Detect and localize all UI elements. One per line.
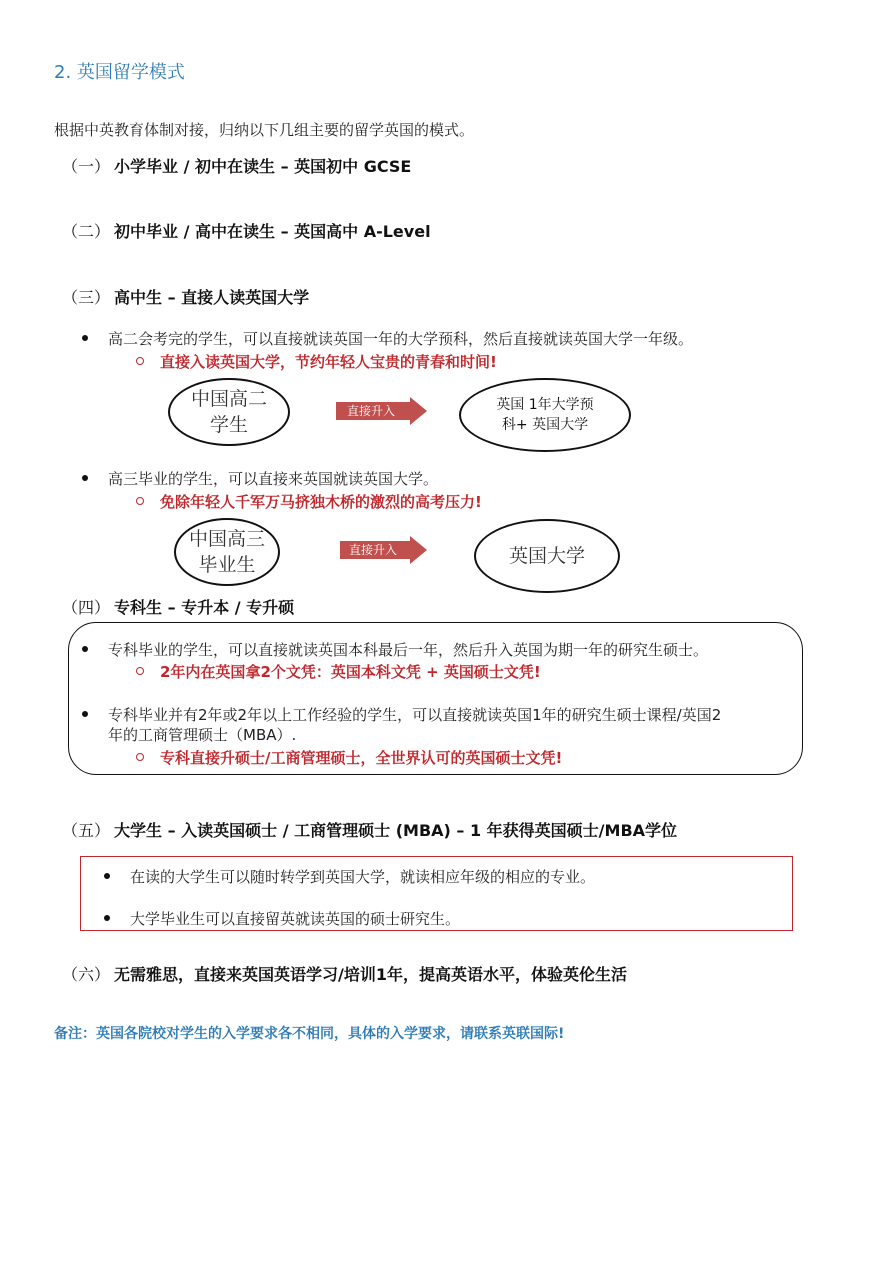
list-item (82, 639, 708, 660)
emphasis-text: 2年内在英国拿2个文凭：英国本科文凭 + 英国硕士文凭! (160, 663, 541, 681)
list-item (82, 468, 438, 489)
section-number: （四） (62, 598, 111, 617)
list-item (82, 704, 721, 725)
bullet-icon (104, 873, 110, 879)
list-item-text: 专科毕业并有2年或2年以上工作经验的学生，可以直接就读英国1年的研究生硕士课程/英国2 (108, 706, 722, 724)
section-1-heading (62, 154, 411, 177)
emphasis-text: 免除年轻人千军万马挤独木桥的激烈的高考压力! (160, 493, 482, 511)
section-number: （二） (62, 222, 111, 241)
diagram-node-gaoer (168, 378, 290, 446)
section-number: （一） (62, 157, 111, 176)
circle-bullet-icon (136, 357, 144, 365)
bullet-icon (104, 915, 110, 921)
list-item (104, 866, 595, 887)
list-item (104, 908, 460, 929)
section-2-heading (62, 219, 431, 242)
section-number: （三） (62, 288, 111, 307)
list-item-text: 高三毕业的学生，可以直接来英国就读英国大学。 (108, 470, 439, 488)
intro-text: 根据中英教育体制对接，归纳以下几组主要的留学英国的模式。 (54, 121, 475, 139)
node-label-line: 毕业生 (198, 554, 256, 576)
section-6-heading (62, 962, 627, 985)
emphasis-item (136, 351, 497, 372)
section-text: 专科生 – 专升本 / 专升硕 (114, 598, 295, 617)
diagram-node-gaosan (174, 518, 280, 586)
section-text: 初中毕业 / 高中在读生 – 英国高中 A-Level (114, 222, 431, 241)
node-label-line: 中国高三 (188, 528, 265, 550)
section-text: 无需雅思，直接来英国英语学习/培训1年，提高英语水平，体验英伦生活 (114, 965, 627, 984)
emphasis-text: 直接入读英国大学，节约年轻人宝贵的青春和时间! (160, 353, 497, 371)
diagram-node-uk-foundation (459, 378, 631, 452)
bullet-icon (82, 646, 88, 652)
section-text: 小学毕业 / 初中在读生 – 英国初中 GCSE (114, 157, 412, 176)
emphasis-item (136, 747, 562, 768)
list-item (82, 328, 693, 349)
list-item-text: 在读的大学生可以随时转学到英国大学，就读相应年级的相应的专业。 (130, 868, 596, 886)
bullet-icon (82, 475, 88, 481)
bullet-icon (82, 335, 88, 341)
section-number: （五） (62, 821, 111, 840)
diagram-node-uk-university (474, 519, 620, 593)
arrow-right-icon (340, 536, 428, 564)
list-item-text: 专科毕业的学生，可以直接就读英国本科最后一年，然后升入英国为期一年的研究生硕士。 (108, 641, 709, 659)
emphasis-text: 专科直接升硕士/工商管理硕士，全世界认可的英国硕士文凭! (160, 749, 563, 767)
section-text: 高中生 – 直接人读英国大学 (114, 288, 310, 307)
section-number: （六） (62, 965, 111, 984)
emphasis-item (136, 491, 482, 512)
bullet-icon (82, 711, 88, 717)
circle-bullet-icon (136, 497, 144, 505)
arrow-label: 直接升入 (346, 404, 396, 418)
node-label-line: 科+ 英国大学 (501, 417, 589, 433)
node-label-line: 英国 1年大学预 (496, 397, 594, 413)
circle-bullet-icon (136, 667, 144, 675)
emphasis-item (136, 661, 541, 682)
node-label-line: 学生 (209, 414, 248, 436)
section-5-heading (62, 818, 677, 841)
circle-bullet-icon (136, 753, 144, 761)
page-title: 2. 英国留学模式 (54, 62, 185, 83)
list-item-text: 大学毕业生可以直接留英就读英国的硕士研究生。 (130, 910, 461, 928)
node-label-line: 英国大学 (508, 545, 585, 567)
node-label-line: 中国高二 (190, 388, 267, 410)
footnote: 备注：英国各院校对学生的入学要求各不相同，具体的入学要求，请联系英联国际! (54, 1026, 565, 1042)
arrow-right-icon (336, 397, 428, 425)
list-item-text: 高二会考完的学生，可以直接就读英国一年的大学预科，然后直接就读英国大学一年级。 (108, 330, 694, 348)
arrow-label: 直接升入 (348, 543, 398, 557)
section-4-heading (62, 595, 294, 618)
list-item-continuation: 年的工商管理硕士（MBA）. (108, 726, 297, 744)
section-3-heading (62, 285, 309, 308)
section-text: 大学生 – 入读英国硕士 / 工商管理硕士 (MBA) – 1 年获得英国硕士/MBA学位 (114, 821, 678, 840)
